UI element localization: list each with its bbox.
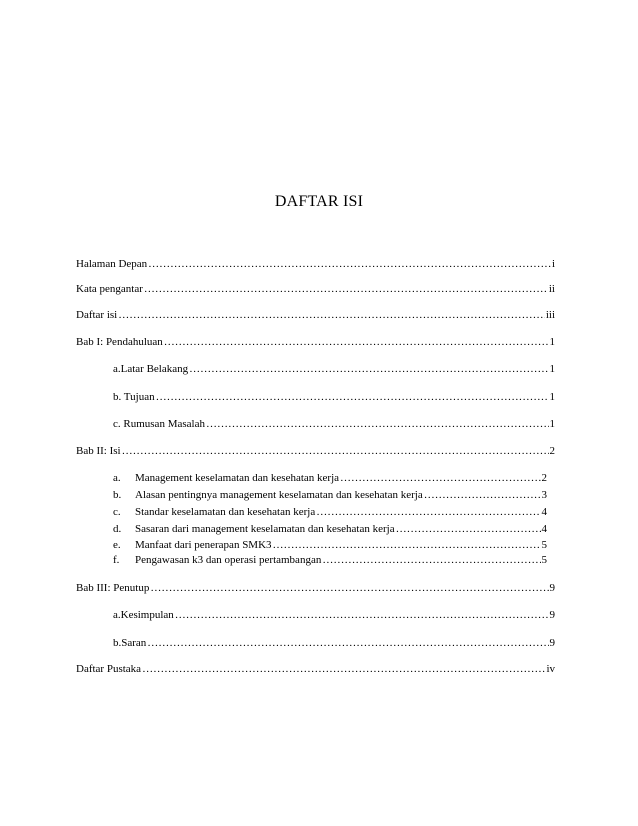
dot-leader xyxy=(148,256,551,272)
toc-entry-bab-1 xyxy=(76,334,555,350)
toc-label: Bab I: Pendahuluan xyxy=(76,336,163,348)
dot-leader xyxy=(144,281,548,297)
dot-leader xyxy=(175,607,549,623)
page-title: DAFTAR ISI xyxy=(274,193,364,210)
toc-page: 4 xyxy=(541,523,547,535)
toc-label-text: Manfaat dari penerapan SMK3 xyxy=(135,539,272,551)
toc-label-text: Alasan pentingnya management keselamatan dan kesehatan kerja xyxy=(135,489,423,501)
toc-entry-saran xyxy=(113,635,555,651)
list-marker: a. xyxy=(113,472,121,484)
toc-page: 9 xyxy=(549,609,555,621)
list-marker: d. xyxy=(113,523,122,535)
dot-leader xyxy=(189,361,548,377)
toc-page: 1 xyxy=(549,363,555,375)
toc-label: Bab III: Penutup xyxy=(76,582,150,594)
dot-leader xyxy=(164,334,549,350)
toc-page: 2 xyxy=(541,472,547,484)
toc-page: 9 xyxy=(549,637,555,649)
dot-leader xyxy=(150,580,548,596)
toc-entry-bab-2 xyxy=(76,443,555,459)
toc-label xyxy=(113,521,395,537)
dot-leader xyxy=(273,537,541,553)
toc-page: 5 xyxy=(541,554,547,566)
dot-leader xyxy=(396,521,541,537)
toc-label xyxy=(113,552,321,568)
toc-entry-bab-3 xyxy=(76,580,555,596)
toc-page: 3 xyxy=(541,489,547,501)
toc-entry-kesimpulan xyxy=(113,607,555,623)
toc-entry-kata-pengantar xyxy=(76,281,555,297)
dot-leader xyxy=(316,504,540,520)
list-marker: c. xyxy=(113,506,121,518)
toc-label: Halaman Depan xyxy=(76,258,148,270)
toc-label: b.Saran xyxy=(113,637,147,649)
dot-leader xyxy=(322,552,540,568)
toc-label: Daftar Pustaka xyxy=(76,663,142,675)
list-marker: f. xyxy=(113,554,120,566)
toc-entry-sasaran xyxy=(113,521,547,537)
toc-entry-pengawasan xyxy=(113,552,547,568)
toc-label: Daftar isi xyxy=(76,309,118,321)
toc-label-text: Sasaran dari management keselamatan dan kesehatan kerja xyxy=(135,523,395,535)
toc-page: 5 xyxy=(541,539,547,551)
toc-label: a.Kesimpulan xyxy=(113,609,174,621)
toc-entry-halaman-depan xyxy=(76,256,555,272)
toc-label-text: Management keselamatan dan kesehatan kerja xyxy=(135,472,340,484)
toc-label xyxy=(113,487,423,503)
toc-label: a.Latar Belakang xyxy=(113,363,189,375)
dot-leader xyxy=(122,443,549,459)
dot-leader xyxy=(206,416,549,432)
toc-entry-tujuan xyxy=(113,389,555,405)
toc-entry-latar-belakang xyxy=(113,361,555,377)
toc-entry-standar-keselamatan xyxy=(113,504,547,520)
toc-entry-rumusan-masalah xyxy=(113,416,555,432)
toc-entry-alasan-pentingnya xyxy=(113,487,547,503)
toc-entry-daftar-pustaka xyxy=(76,661,555,677)
toc-page: ii xyxy=(548,283,555,295)
toc-page: 1 xyxy=(549,336,555,348)
toc-entry-management-keselamatan xyxy=(113,470,547,486)
toc-entry-daftar-isi xyxy=(76,307,555,323)
dot-leader xyxy=(424,487,541,503)
toc-page: 2 xyxy=(549,445,555,457)
toc-label: Kata pengantar xyxy=(76,283,143,295)
list-marker: e. xyxy=(113,539,121,551)
dot-leader xyxy=(156,389,549,405)
toc-label xyxy=(113,537,272,553)
toc-page: iii xyxy=(545,309,555,321)
toc-label xyxy=(113,470,339,486)
toc-page: iv xyxy=(546,663,555,675)
list-marker: b. xyxy=(113,489,122,501)
dot-leader xyxy=(147,635,548,651)
toc-entry-manfaat xyxy=(113,537,547,553)
toc-label-text: Pengawasan k3 dan operasi pertambangan xyxy=(135,554,322,566)
dot-leader xyxy=(142,661,545,677)
toc-page: 9 xyxy=(549,582,555,594)
toc-label-text: Standar keselamatan dan kesehatan kerja xyxy=(135,506,316,518)
toc-label: c. Rumusan Masalah xyxy=(113,418,205,430)
toc-page: 4 xyxy=(541,506,547,518)
toc-page: 1 xyxy=(549,391,555,403)
toc-label xyxy=(113,504,315,520)
dot-leader xyxy=(340,470,540,486)
toc-page: 1 xyxy=(549,418,555,430)
toc-page: i xyxy=(551,258,555,270)
toc-label: Bab II: Isi xyxy=(76,445,121,457)
dot-leader xyxy=(118,307,545,323)
toc-label: b. Tujuan xyxy=(113,391,155,403)
